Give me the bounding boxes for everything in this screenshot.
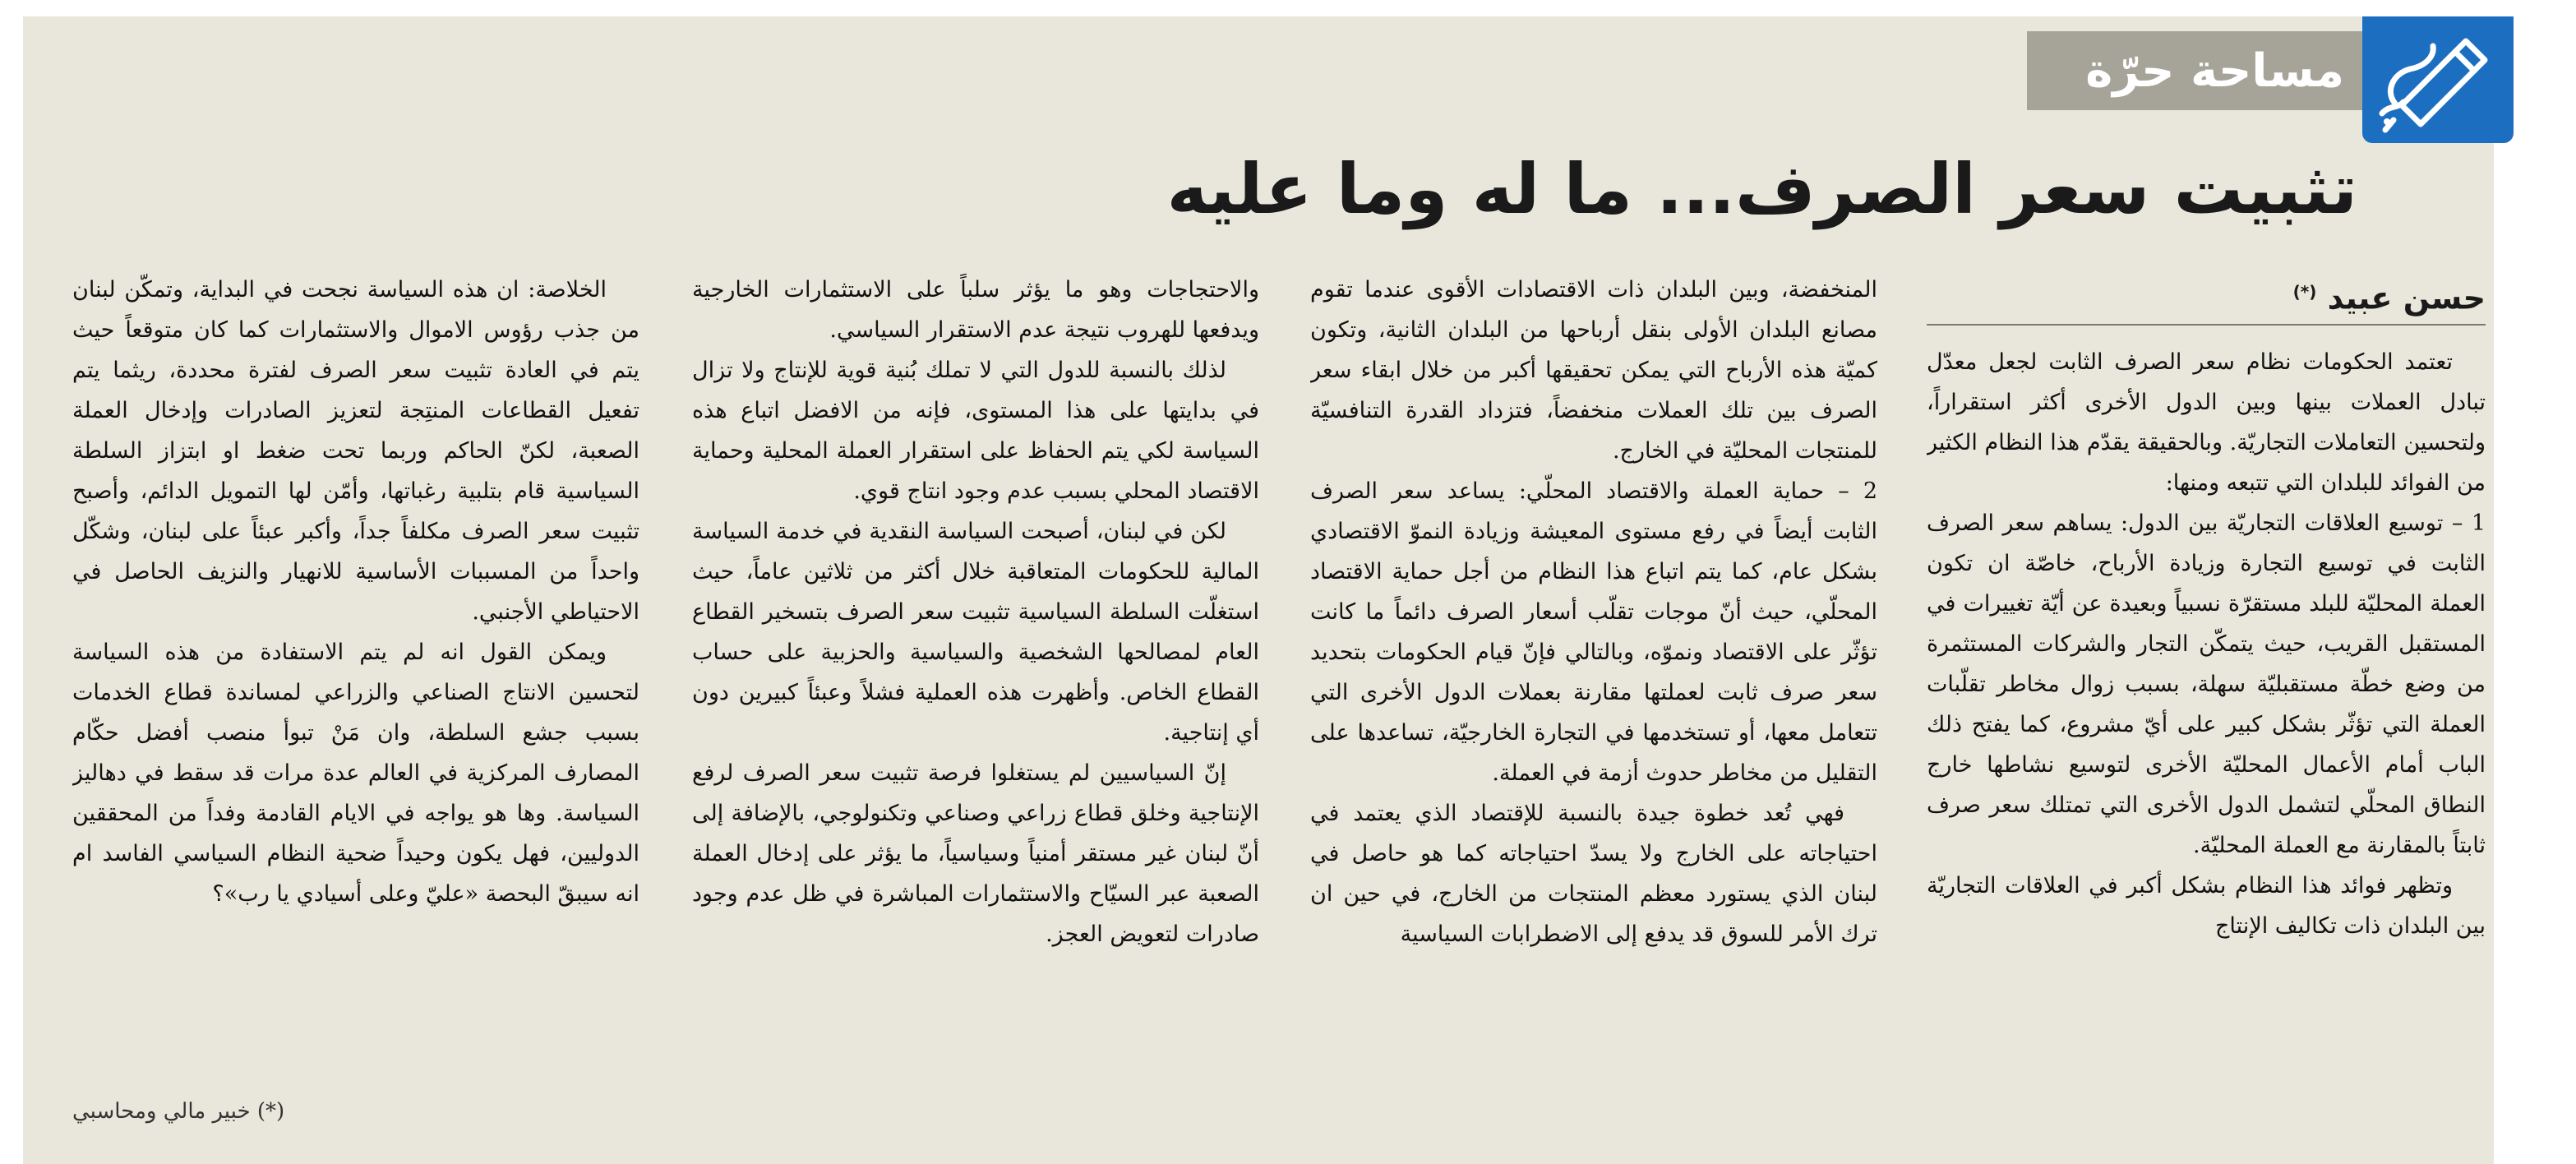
article-column-3 (692, 270, 1259, 1164)
section-icon-box (2362, 16, 2514, 143)
newspaper-page (23, 16, 2494, 1164)
section-label: مساحة حرّة (2085, 44, 2344, 98)
paragraph: 2 – حماية العملة والاقتصاد المحلّي: يساعد سعر الصرف الثابت أيضاً في رفع مستوى المعيشة وزيادة النموّ الاقتصادي بشكل عام، كما يتم اتباع هذا النظام من أجل حماية الاقتصاد المحلّي، حيث أنّ موجات تقلّب أسعار الصرف دائماً ما كانت تؤثّر على الاقتصاد ونموّه، وبالتالي فإنّ قيام الحكومات بتحديد سعر صرف ثابت لعملتها مقارنة بعملات الدول الأخرى التي تتعامل معها، أو تستخدمها في التجارة الخارجيّة، تساعدها على التقليل من مخاطر حدوث أزمة في العملة. (1310, 478, 1877, 786)
article-column-1 (1927, 342, 2486, 1164)
paragraph: وتظهر فوائد هذا النظام بشكل أكبر في العلاقات التجاريّة بين البلدان ذات تكاليف الإنتاج (1927, 873, 2486, 939)
article-column-4 (72, 270, 639, 1092)
author-name: حسن عبيد (2327, 279, 2486, 316)
author-byline (1927, 271, 2486, 319)
paragraph: لذلك بالنسبة للدول التي لا تملك بُنية قوية للإنتاج ولا تزال في بدايتها على هذا المستوى، فإنه من الافضل اتباع هذه السياسة لكي يتم الحفاظ على استقرار العملة المحلية وحماية الاقتصاد المحلي بسبب عدم وجود انتاج قوي. (692, 358, 1259, 504)
paragraph: ويمكن القول انه لم يتم الاستفادة من هذه السياسة لتحسين الانتاج الصناعي والزراعي لمساندة قطاع الخدمات بسبب جشع السلطة، وان مَنْ تبوأ منصب أفضل حكّام المصارف المركزية في العالم عدة مرات قد سقط في دهاليز السياسة. وها هو يواجه في الايام القادمة وفداً من المحققين الدوليين، فهل يكون وحيداً ضحية النظام السياسي الفاسد ام انه سيبقّ البحصة «عليّ وعلى أسيادي يا رب»؟ (72, 640, 639, 907)
article-column-2 (1310, 270, 1877, 1164)
pen-icon (2377, 23, 2500, 138)
paragraph: المنخفضة، وبين البلدان ذات الاقتصادات الأقوى عندما تقوم مصانع البلدان الأولى بنقل أرباحها من البلدان الثانية، وتكون كميّة هذه الأرباح التي يمكن تحقيقها أكبر من خلال ابقاء سعر الصرف بين تلك العملات منخفضاً، فتزداد القدرة التنافسيّة للمنتجات المحليّة في الخارج. (1310, 277, 1877, 464)
paragraph: 1 – توسيع العلاقات التجاريّة بين الدول: يساهم سعر الصرف الثابت في توسيع التجارة وزيادة الأرباح، خاصّة ان تكون العملة المحليّة للبلد مستقرّة نسبياً وبعيدة عن أيّة تغييرات في المستقبل القريب، حيث يتمكّن التجار والشركات المستثمرة من وضع خطّة مستقبليّة سهلة، بسبب زوال مخاطر تقلّبات العملة التي تؤثّر بشكل كبير على أيّ مشروع، كما يفتح ذلك الباب أمام الأعمال المحليّة الأخرى لتوسيع نشاطها خارج النطاق المحلّي لتشمل الدول الأخرى التي تمتلك سعر صرف ثابتاً بالمقارنة مع العملة المحليّة. (1927, 510, 2486, 858)
paragraph: تعتمد الحكومات نظام سعر الصرف الثابت لجعل معدّل تبادل العملات بينها وبين الدول الأخرى أكثر استقراراً، ولتحسين التعاملات التجاريّة. وبالحقيقة يقدّم هذا النظام الكثير من الفوائد للبلدان التي تتبعه ومنها: (1927, 349, 2486, 496)
author-rule (1927, 324, 2486, 326)
author-footnote-mark: (*) (2292, 282, 2317, 302)
paragraph: والاحتجاجات وهو ما يؤثر سلباً على الاستثمارات الخارجية ويدفعها للهروب نتيجة عدم الاستقرار السياسي. (692, 277, 1259, 343)
paragraph: الخلاصة: ان هذه السياسة نجحت في البداية، وتمكّن لبنان من جذب رؤوس الاموال والاستثمارات كما كان متوقعاً حيث يتم في العادة تثبيت سعر الصرف لفترة محددة، ريثما يتم تفعيل القطاعات المنتِجة لتعزيز الصادرات وإدخال العملة الصعبة، لكنّ الحاكم وربما تحت ضغط او ابتزاز السلطة السياسية قام بتلبية رغباتها، وأمّن لها التمويل الدائم، وأصبح تثبيت سعر الصرف مكلفاً جداً، وأكبر عبئاً على لبنان، وشكّل واحداً من المسببات الأساسية للانهيار والنزيف الحاصل في الاحتياطي الأجنبي. (72, 277, 639, 625)
paragraph: إنّ السياسيين لم يستغلوا فرصة تثبيت سعر الصرف لرفع الإنتاجية وخلق قطاع زراعي وصناعي وتكنولوجي، بالإضافة إلى أنّ لبنان غير مستقر أمنياً وسياسياً، ما يؤثر على إدخال العملة الصعبة عبر السيّاح والاستثمارات المباشرة في ظل عدم وجود صادرات لتعويض العجز. (692, 760, 1259, 947)
paragraph: لكن في لبنان، أصبحت السياسة النقدية في خدمة السياسة المالية للحكومات المتعاقبة خلال أكثر من ثلاثين عاماً، حيث استغلّت السلطة السياسية تثبيت سعر الصرف بتسخير القطاع العام لمصالحها الشخصية والسياسية والحزبية على حساب القطاع الخاص. وأظهرت هذه العملية فشلاً وعبئاً كبيرين دون أي إنتاجية. (692, 519, 1259, 746)
headline: تثبيت سعر الصرف... ما له وما عليه (1166, 149, 2357, 229)
section-band (2027, 31, 2362, 110)
paragraph: فهي تُعد خطوة جيدة بالنسبة للإقتصاد الذي يعتمد في احتياجاته على الخارج ولا يسدّ احتياجاته كما هو حاصل في لبنان الذي يستورد معظم المنتجات من الخارج، في حين ان ترك الأمر للسوق قد يدفع إلى الاضطرابات السياسية (1310, 801, 1877, 947)
author-footnote: (*) خبير مالي ومحاسبي (72, 1099, 285, 1124)
